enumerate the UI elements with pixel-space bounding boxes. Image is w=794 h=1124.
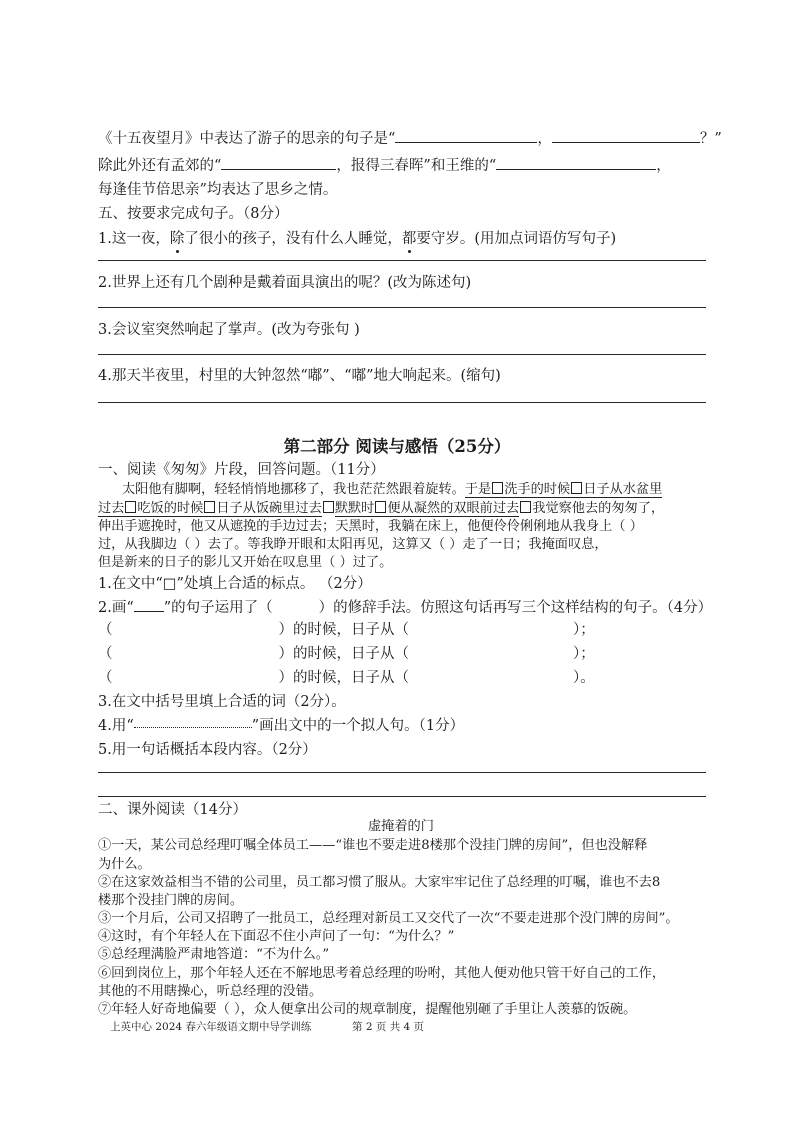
- question-text: ”的句子运用了（: [163, 600, 273, 616]
- passage-line: [122, 481, 662, 499]
- poetry-text: ，报得三春晖”和王维的“: [336, 158, 497, 174]
- passage-text: 日子从水盆里: [583, 482, 663, 497]
- question-text: ）的时候，日子从（: [278, 646, 409, 662]
- underlined-sentence: [335, 501, 519, 517]
- story-line: ②在这家效益相当不错的公司里，员工都习惯了服从。大家牢牢记住了总经理的叮嘱，谁也不去8: [98, 875, 661, 890]
- punctuation-box[interactable]: [492, 482, 503, 494]
- story-line: ④这时，有个年轻人在下面忍不住小声问了一句：“为什么？”: [98, 929, 455, 944]
- paren-close: ）。: [573, 670, 595, 686]
- answer-line[interactable]: [98, 354, 706, 355]
- punctuation-box[interactable]: [323, 501, 334, 513]
- story-line: ⑦年轻人好奇地偏要（ ），众人便拿出公司的规章制度，提醒他别砸了手里让人羡慕的饭碗。: [98, 1002, 637, 1017]
- question-text: ）的修辞手法。仿照这句话再写三个这样结构的句子。（4分）: [318, 600, 713, 616]
- question-text: 1.这一夜，: [98, 231, 170, 247]
- reading-question-2: [98, 597, 712, 618]
- answer-line[interactable]: [98, 402, 706, 403]
- paren-open: （: [98, 646, 113, 662]
- paren-open: （: [98, 622, 113, 638]
- paren-close: ）；: [573, 646, 595, 662]
- story-line: 楼那个没挂门牌的房间。: [98, 893, 244, 908]
- passage-text: 便从凝然的双眼前过去: [387, 501, 520, 516]
- question-2: 2.世界上还有几个剧种是戴着面具演出的呢？(改为陈述句): [98, 275, 472, 291]
- passage-line: 过，从我脚边（ ）去了。等我睁开眼和太阳再见，这算又（ ）走了一日；我掩面叹息，: [98, 537, 608, 552]
- poetry-line-3: 每逢佳节倍思亲”均表达了思乡之情。: [98, 182, 338, 198]
- page-number: 第 2 页 共 4 页: [352, 1021, 425, 1033]
- dotted-word: 除: [169, 231, 185, 247]
- punctuation-box[interactable]: [125, 501, 136, 513]
- answer-blank[interactable]: [395, 128, 537, 143]
- imitation-row: [98, 668, 595, 688]
- passage-text: 太阳他有脚啊，轻轻悄悄地挪移了，我也茫茫然跟着旋转。: [122, 482, 465, 497]
- passage-line: [98, 500, 664, 518]
- question-text: 2.画“: [98, 600, 134, 616]
- story-line: ⑤总经理满脸严肃地答道：“不为什么。”: [98, 947, 330, 962]
- answer-blank[interactable]: [552, 128, 700, 143]
- poetry-text: 除此外还有孟郊的“: [98, 158, 222, 174]
- imitation-row: [98, 644, 595, 664]
- answer-line[interactable]: [98, 260, 706, 261]
- answer-blank[interactable]: [221, 155, 336, 170]
- wavy-line-sample: [134, 719, 252, 728]
- section-heading: 五、按要求完成句子。（8分）: [98, 206, 289, 222]
- story-line: ⑥回到岗位上，那个年轻人还在不解地思考着总经理的吩咐，其他人便劝他只管干好自己的工作，: [98, 966, 666, 981]
- part-title: 第二部分 阅读与感悟（25分）: [283, 437, 511, 456]
- story-title: 虚掩着的门: [368, 819, 434, 834]
- dotted-word: 都: [401, 231, 417, 247]
- paren-close: ）；: [573, 622, 595, 638]
- punctuation-box[interactable]: [520, 501, 531, 513]
- punctuation-box[interactable]: [571, 482, 582, 494]
- passage-text: 吃饭的时候: [137, 501, 204, 516]
- answer-line[interactable]: [98, 307, 706, 308]
- passage-text: 于是: [464, 482, 492, 497]
- poetry-text: ，: [537, 131, 552, 147]
- line-sample: [134, 597, 164, 612]
- story-line: 其他的不用瞎操心，听总经理的没错。: [98, 984, 323, 999]
- passage-text: 我觉察他去的匆匆了，: [532, 501, 665, 516]
- poetry-line-2: [98, 155, 671, 176]
- answer-line[interactable]: [98, 796, 706, 797]
- question-text: 4.用“: [98, 718, 134, 734]
- passage-line: 但是新来的日子的影儿又开始在叹息里（ ）过了。: [98, 555, 393, 570]
- reading-question-3: 3.在文中括号里填上合适的词（2分）。: [98, 694, 346, 710]
- poetry-text: 《十五夜望月》中表达了游子的思亲的句子是“: [98, 131, 396, 147]
- passage-text: 洗手的时候: [504, 482, 571, 497]
- passage-line: 伸出手遮挽时，他又从遮挽的手边过去；天黑时，我躺在床上，他便伶伶俐俐地从我身上（ ）: [98, 519, 643, 534]
- answer-blank[interactable]: [496, 155, 656, 170]
- paren-open: （: [98, 670, 113, 686]
- reading-heading: 二、课外阅读（14分）: [98, 802, 247, 818]
- story-line: 为什么。: [98, 857, 151, 872]
- poetry-line-1: [98, 128, 722, 149]
- question-1: [98, 229, 616, 249]
- reading-question-4: [98, 716, 464, 736]
- question-text: ”画出文中的一个拟人句。（1分）: [251, 718, 465, 734]
- footer-school: 上英中心 2024 春六年级语文期中导学训练: [110, 1021, 312, 1033]
- question-text: 要守岁。(用加点词语仿写句子): [416, 231, 617, 247]
- passage-text: 过去: [98, 501, 125, 516]
- passage-text: 默默时: [334, 501, 375, 516]
- punctuation-box[interactable]: [375, 501, 386, 513]
- reading-question-1: 1.在文中“□”处填上合适的标点。 （2分）: [98, 576, 372, 592]
- underlined-sentence: [98, 501, 322, 517]
- question-text: ）的时候，日子从（: [278, 622, 409, 638]
- answer-line[interactable]: [98, 772, 706, 773]
- underlined-sentence: [465, 482, 662, 498]
- reading-question-5: 5.用一句话概括本段内容。（2分）: [98, 742, 317, 758]
- question-3: 3.会议室突然响起了掌声。(改为夸张句 ): [98, 322, 360, 338]
- question-text: ）的时候，日子从（: [278, 670, 409, 686]
- imitation-row: [98, 620, 595, 640]
- story-line: ①一天，某公司总经理叮嘱全体员工——“谁也不要走进8楼那个没挂门牌的房间”，但也没解释: [98, 838, 648, 853]
- poetry-text: ，: [656, 158, 671, 174]
- punctuation-box[interactable]: [204, 501, 215, 513]
- question-text: 了很小的孩子，没有什么人睡觉，: [184, 231, 402, 247]
- reading-heading: 一、阅读《匆匆》片段，回答问题。（11分）: [98, 462, 385, 478]
- story-line: ③一个月后，公司又招聘了一批员工，总经理对新员工又交代了一次“不要走进那个没门牌的房间”。: [98, 911, 679, 926]
- passage-text: 日子从饭碗里过去: [216, 501, 322, 516]
- poetry-text: ？”: [699, 131, 722, 147]
- question-4: 4.那天半夜里，村里的大钟忽然“嘟”、“嘟”地大响起来。(缩句): [98, 368, 501, 384]
